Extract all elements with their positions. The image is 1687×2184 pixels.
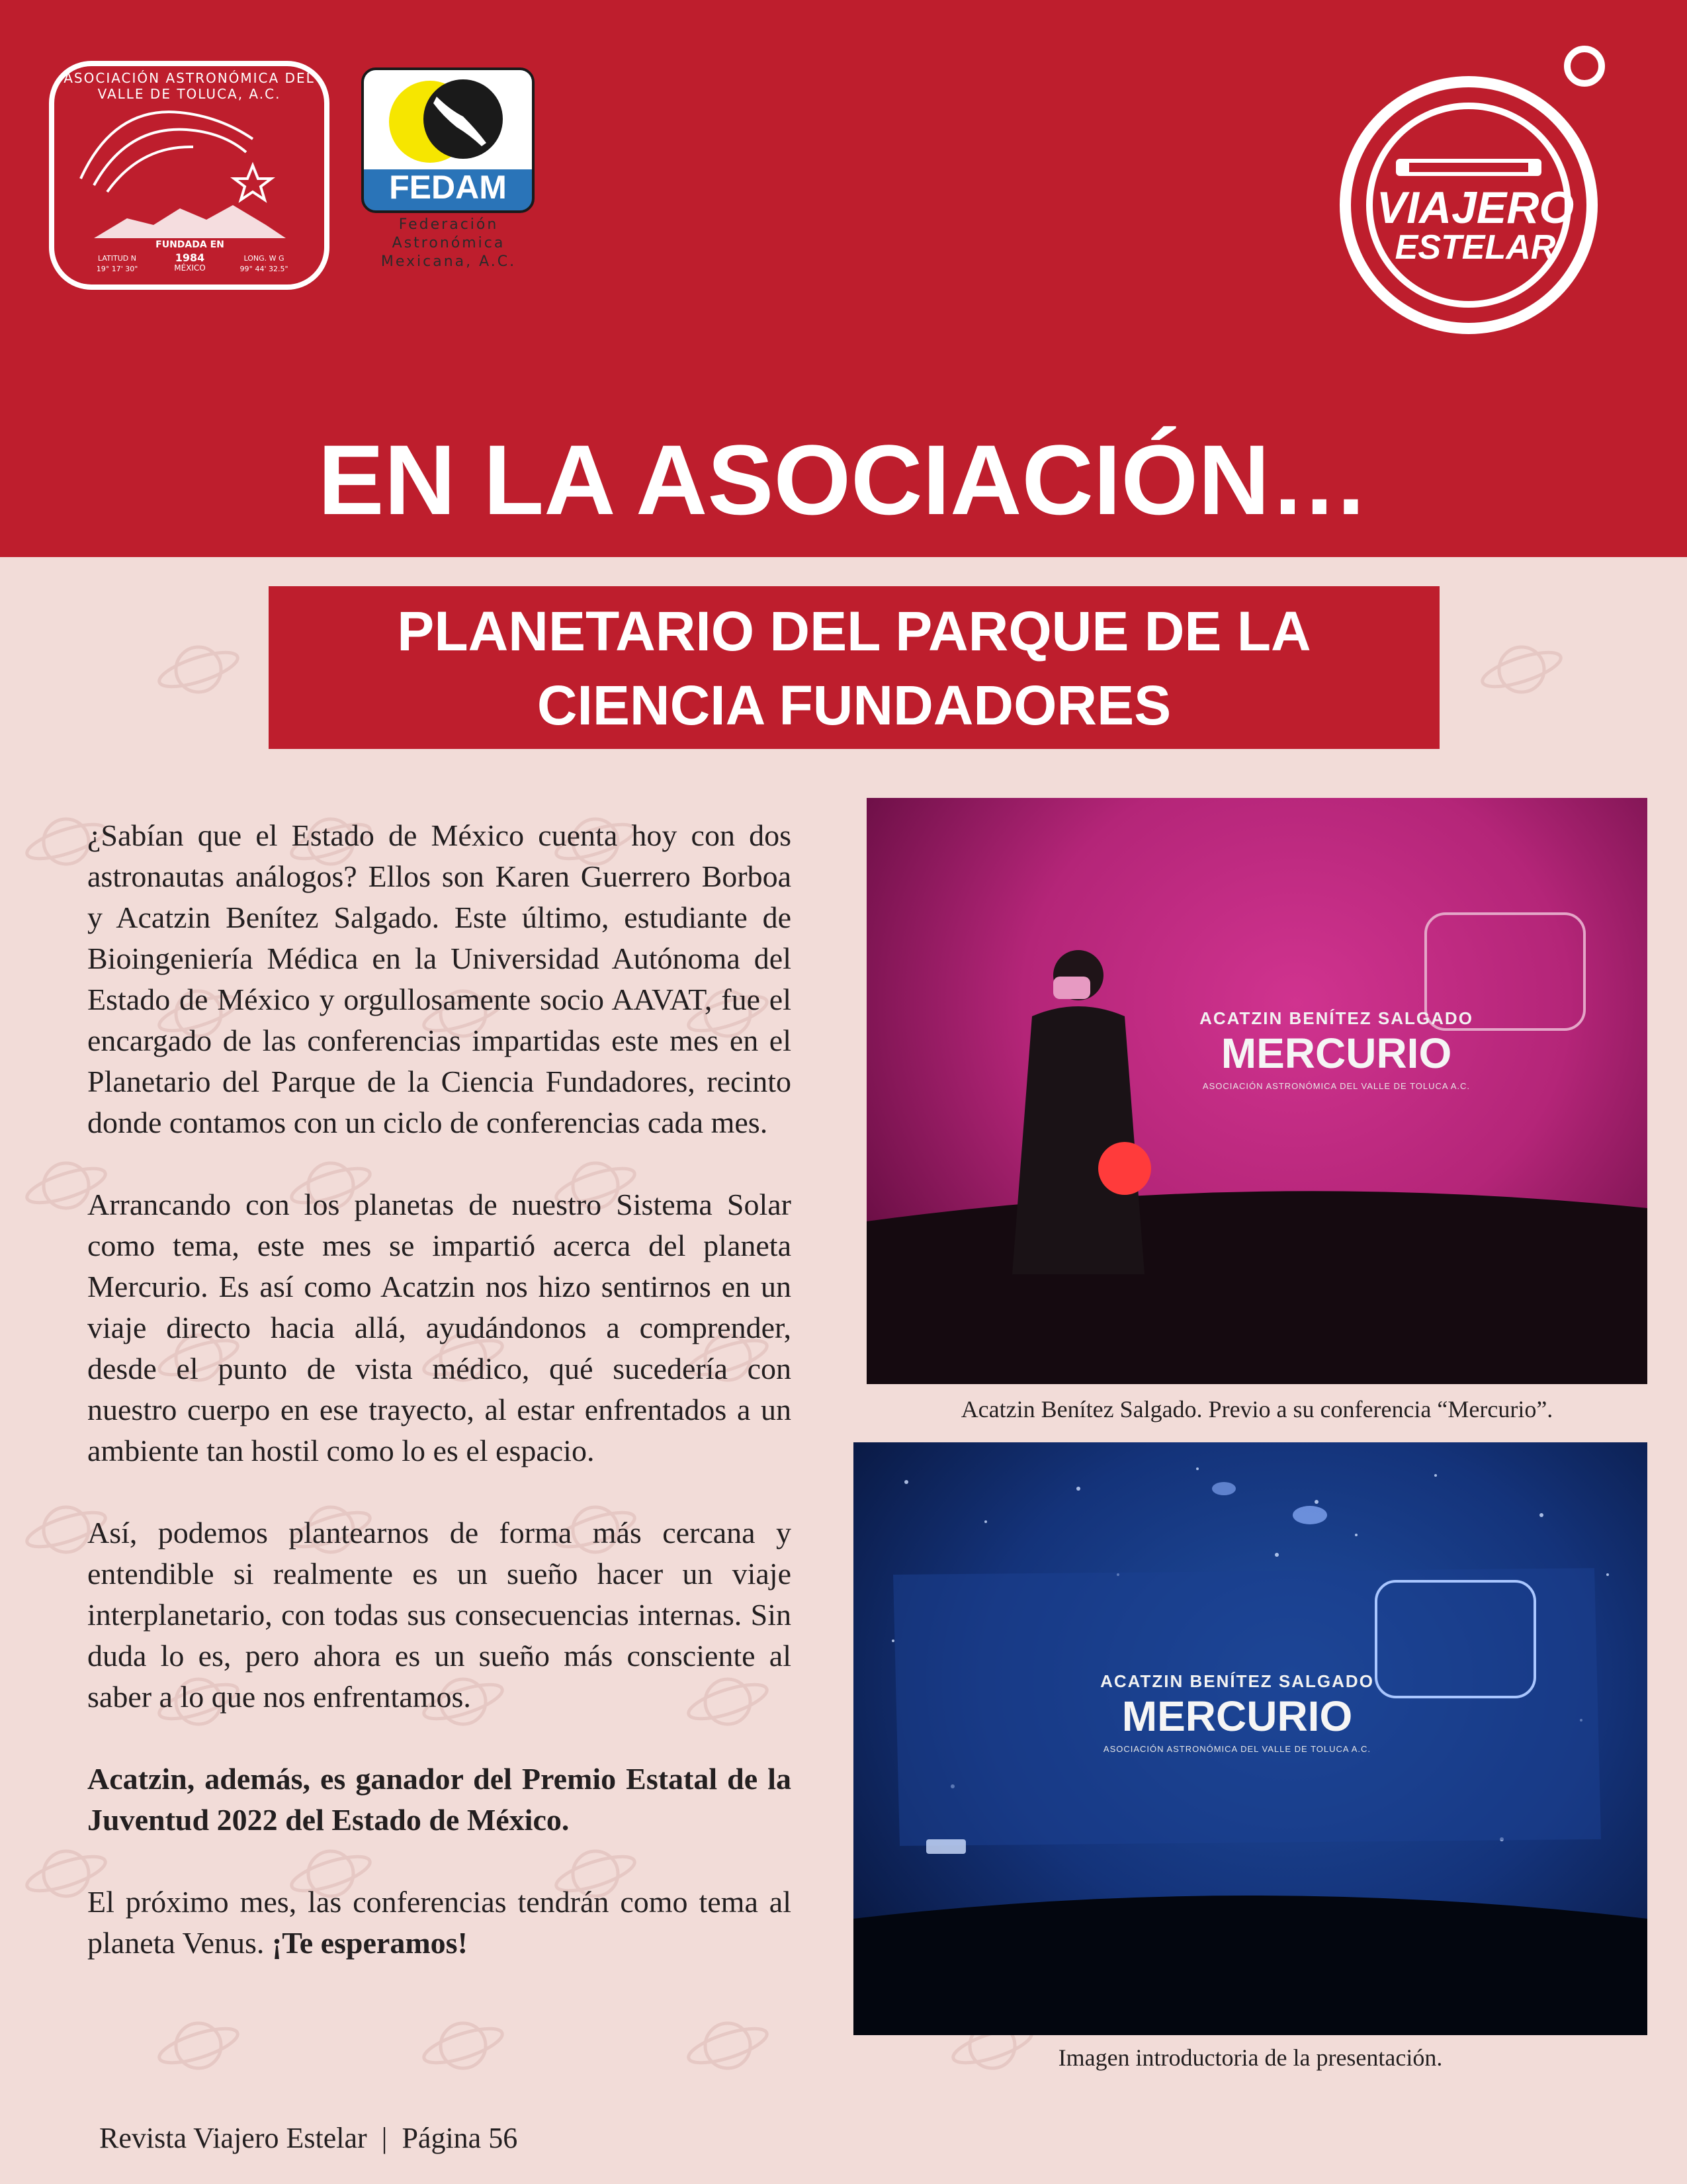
article-paragraph-1: ¿Sabían que el Estado de México cuenta hoy con dos astronautas análogos? Ellos son Karen Guerrero Borboa y Acatzin Benítez Salgado. Este último, estudiante de Bioingeniería Médica en la Universidad Autónoma del Estado de México y orgullosamente socio AAVAT, fue el encargado de las conferencias impartidas este mes en el Planetario del Parque de la Ciencia Fundadores, recinto donde contamos con un ciclo de conferencias cada mes. [87,818,791,1139]
aavat-arc-text: ASOCIACIÓN ASTRONÓMICA DEL VALLE DE TOLUCA, A.C. [64,70,315,102]
fedam-caption-line1: Federación [398,216,499,233]
photo1-slide-title: MERCURIO [1221,1029,1452,1077]
photo-presentation-intro [853,1442,1647,2035]
aavat-logo [49,61,329,290]
fedam-logo [361,67,535,213]
aavat-long-value: 99° 44' 32.5" [239,265,288,273]
article-paragraph-5-text: El próximo mes, las conferencias tendrán como tema al planeta Venus. [87,1885,791,1960]
viajero-logo-line2: ESTELAR [1395,228,1556,267]
article-paragraph-5-bold: ¡Te esperamos! [271,1926,468,1960]
fedam-name: FEDAM [389,169,507,206]
photo2-caption: Imagen introductoria de la presentación. [1058,2044,1443,2071]
page-footer [99,2120,517,2157]
photo1-slide-assoc: ASOCIACIÓN ASTRONÓMICA DEL VALLE DE TOLUCA A.C. [1202,1081,1471,1091]
footer-page-number: Página 56 [402,2122,518,2154]
aavat-city: MÉXICO [174,263,206,273]
article-paragraph-5 [87,1882,791,1964]
page-title: EN LA ASOCIACIÓN… [318,424,1369,535]
article-body [87,815,791,1964]
photo1-scene [867,798,1647,1384]
aavat-lat-label: LATITUD N [98,254,136,263]
article-paragraph-4: Acatzin, además, es ganador del Premio Estatal de la Juventud 2022 del Estado de México. [87,1762,791,1837]
photo1-caption: Acatzin Benítez Salgado. Previo a su conferencia “Mercurio”. [961,1396,1553,1422]
article-paragraph-2: Arrancando con los planetas de nuestro Sistema Solar como tema, este mes se impartió acerca del planeta Mercurio. Es así como Acatzin nos hizo sentirnos en un viaje directo hacia allá, ayudándonos a comprender, desde el punto de vista médico, qué sucedería con nuestro cuerpo en ese trayecto, al estar enfrentados a un ambiente tan hostil como lo es el espacio. [87,1188,791,1467]
viajero-estelar-logo [1323,40,1627,344]
article-paragraph-3: Así, podemos plantearnos de forma más cercana y entendible si realmente es un sueño hacer un viaje interplanetario, con todas sus consecuencias internas. Sin duda lo es, pero ahora es un sueño más consciente al saber a lo que nos enfrentamos. [87,1516,791,1714]
footer-separator: | [381,2122,388,2154]
photo1-slide-name: ACATZIN BENÍTEZ SALGADO [1199,1008,1473,1028]
photo2-slide-assoc: ASOCIACIÓN ASTRONÓMICA DEL VALLE DE TOLUCA A.C. [1103,1744,1371,1754]
fedam-caption-line2: Astronómica [392,235,505,251]
photo2-slide-name: ACATZIN BENÍTEZ SALGADO [1100,1671,1374,1691]
fedam-caption [357,216,540,271]
aavat-lat-value: 19° 17' 30" [96,265,138,273]
footer-magazine: Revista Viajero Estelar [99,2122,367,2154]
fedam-caption-line3: Mexicana, A.C. [380,253,517,270]
section-subtitle: PLANETARIO DEL PARQUE DE LA CIENCIA FUNDADORES [397,600,1311,736]
photo2-slide-title: MERCURIO [1121,1692,1353,1740]
viajero-logo-line1: VIAJERO [1376,183,1575,233]
aavat-founded-year: 1984 [175,251,205,264]
photo-speaker-mercurio [867,798,1647,1384]
aavat-founded-label: FUNDADA EN [155,240,224,250]
aavat-long-label: LONG. W G [243,254,284,263]
